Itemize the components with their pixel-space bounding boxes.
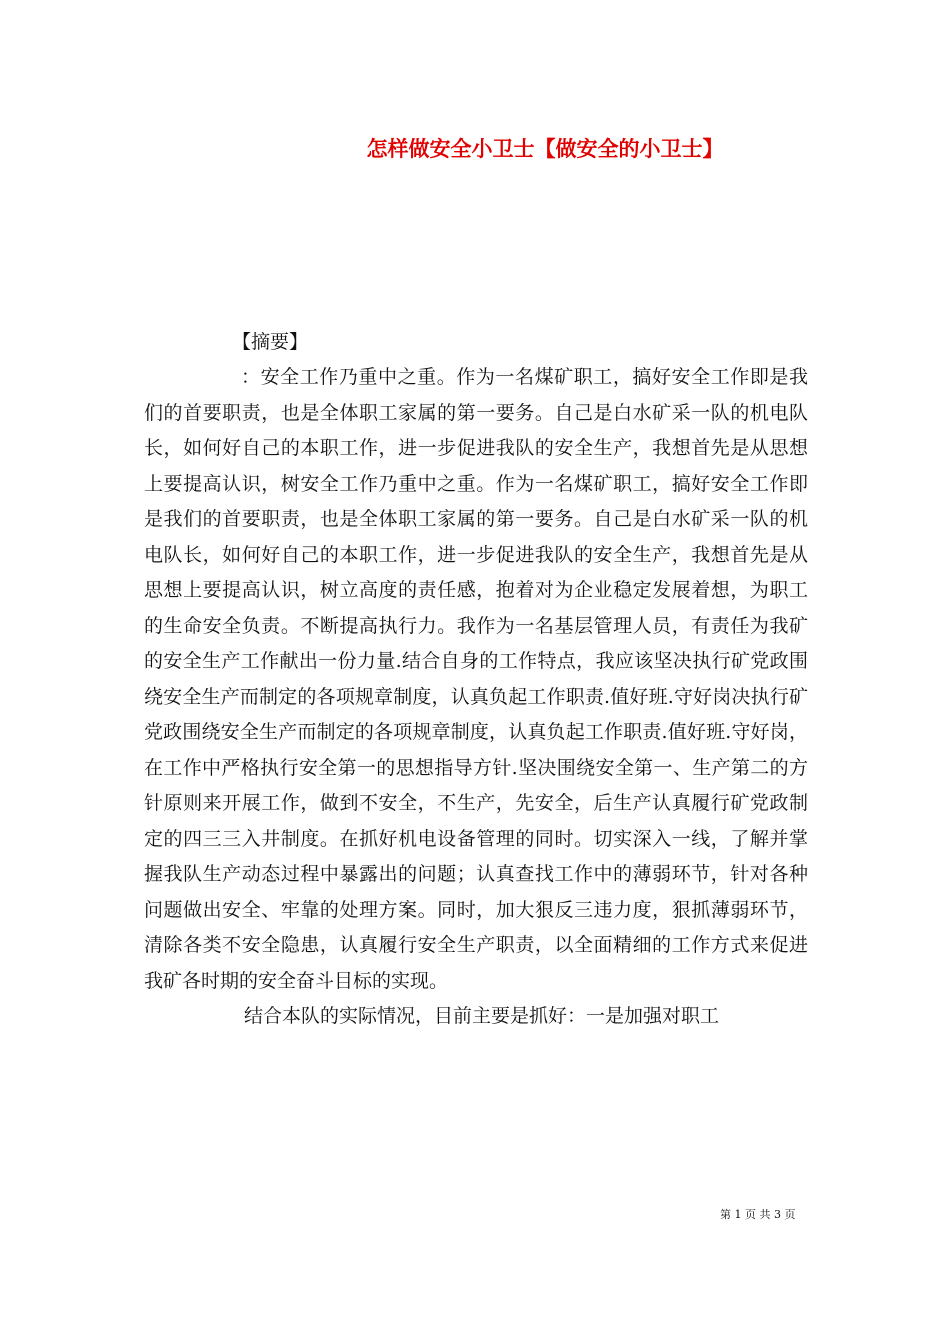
paragraph-abstract: ：安全工作乃重中之重。作为一名煤矿职工，搞好安全工作即是我们的首要职责，也是全体职工家属的第一要务。自己是白水矿采一队的机电队长，如何好自己的本职工作，进一步促进我队的安全生产，我想首先是从思想上要提高认识，树安全工作乃重中之重。作为一名煤矿职工，搞好安全工作即是我们的首要职责，也是全体职工家属的第一要务。自己是白水矿采一队的机电队长，如何好自己的本职工作，进一步促进我队的安全生产，我想首先是从思想上要提高认识，树立高度的责任感，抱着对为企业稳定发展着想，为职工的生命安全负责。不断提高执行力。我作为一名基层管理人员，有责任为我矿的安全生产工作献出一份力量.结合自身的工作特点，我应该坚决执行矿党政围绕安全生产而制定的各项规章制度，认真负起工作职责.值好班.守好岗决执行矿党政围绕安全生产而制定的各项规章制度，认真负起工作职责.值好班.守好岗，在工作中严格执行安全第一的思想指导方针.坚决围绕安全第一、生产第二的方针原则来开展工作，做到不安全，不生产，先安全，后生产认真履行矿党政制定的四三三入井制度。在抓好机电设备管理的同时。切实深入一线，了解并掌握我队生产动态过程中暴露出的问题；认真查找工作中的薄弱环节，针对各种问题做出安全、牢靠的处理方案。同时，加大狠反三违力度，狠抓薄弱环节，清除各类不安全隐患，认真履行安全生产职责，以全面精细的工作方式来促进我矿各时期的安全奋斗目标的实现。 xyxy=(144,366,808,992)
abstract-label: 【摘要】 xyxy=(232,331,309,353)
document-body xyxy=(144,360,808,1035)
page-footer: 第 1 页 共 3 页 xyxy=(720,1208,796,1221)
paragraph-current-work: 结合本队的实际情况，目前主要是抓好：一是加强对职工 xyxy=(244,1005,720,1027)
document-title: 怎样做安全小卫士【做安全的小卫士】 xyxy=(366,136,724,161)
